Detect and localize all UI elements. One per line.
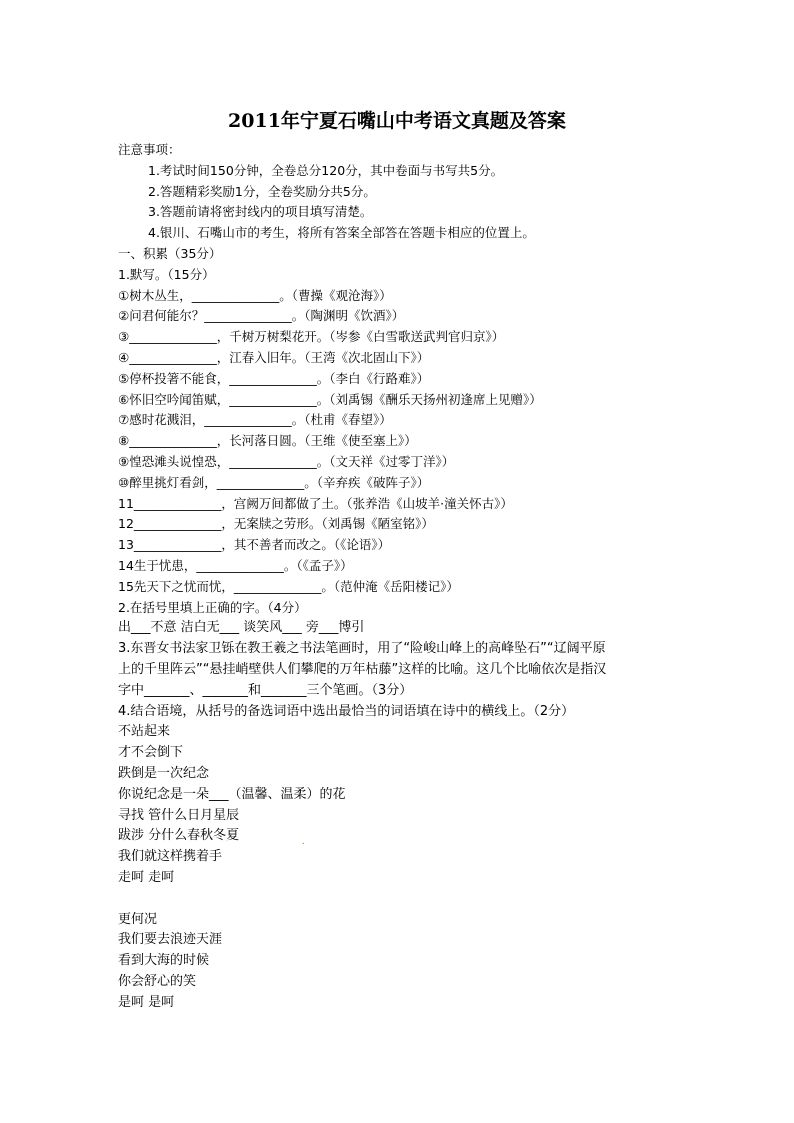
- dictation-item: 13______________，其不善者而改之。（《论语》）: [118, 537, 391, 553]
- dictation-item: ⑩醉里挑灯看剑，______________。（辛弃疾《破阵子》）: [118, 474, 430, 490]
- stanza-gap: [118, 889, 698, 910]
- dictation-item: ①树木丛生，______________。（曹操《观沧海》）: [118, 287, 392, 303]
- question-heading: 2.在括号里填上正确的字。（4分）: [118, 599, 307, 615]
- poem-line: 跋涉 分什么春秋冬夏: [118, 828, 240, 844]
- poem-line: 你说纪念是一朵___（温馨、温柔）的花: [118, 786, 346, 802]
- poem-line: 才不会倒下: [118, 745, 184, 761]
- dictation-item: 11______________，宫阙万间都做了土。（张养浩《山坡羊·潼关怀古》）: [118, 495, 513, 511]
- poem-line: 寻找 管什么日月星辰: [118, 807, 240, 823]
- poem-line: 跌倒是一次纪念: [118, 765, 210, 781]
- question-text: 3.东晋女书法家卫铄在教王羲之书法笔画时，用了“险峻山峰上的高峰坠石”“辽阔平原: [118, 641, 606, 657]
- question-text: 字中_______、_______和_______三个笔画。（3分）: [118, 682, 413, 698]
- notice-item: 2.答题精彩奖励1分，全卷奖励分共5分。: [148, 183, 376, 199]
- question-heading: 4.结合语境，从括号的备选词语中选出最恰当的词语填在诗中的横线上。（2分）: [118, 703, 575, 719]
- poem-line: 你会舒心的笑: [118, 974, 197, 990]
- dictation-item: ④______________，江春入旧年。（王湾《次北固山下》）: [118, 349, 430, 365]
- fill-in-characters: 出___不意 洁白无___ 谈笑风___ 旁___博引: [118, 620, 365, 636]
- document-title: 2011年宁夏石嘴山中考语文真题及答案: [228, 110, 566, 132]
- dictation-item: ⑥怀旧空吟闻笛赋，______________。（刘禹锡《酬乐天扬州初逢席上见赠》）: [118, 391, 542, 407]
- poem-line: 走呵 走呵: [118, 869, 175, 885]
- poem-line: 看到大海的时候: [118, 953, 210, 969]
- dictation-item: ⑤停杯投箸不能食，______________。（李白《行路难》）: [118, 370, 430, 386]
- dictation-item: 12______________，无案牍之劳形。（刘禹锡《陋室铭》）: [118, 516, 434, 532]
- question-heading: 1.默写。（15分）: [118, 266, 215, 282]
- notice-item: 1.考试时间150分钟，全卷总分120分，其中卷面与书写共5分。: [148, 162, 504, 178]
- dictation-item: ③______________，千树万树梨花开。（岑参《白雪歌送武判官归京》）: [118, 329, 505, 345]
- poem-line: 更何况: [118, 911, 158, 927]
- stray-dot-mark: .: [302, 836, 305, 847]
- dictation-item: ⑧______________，长河落日圆。（王维《使至塞上》）: [118, 433, 417, 449]
- dictation-item: 15先天下之忧而忧，______________。（范仲淹《岳阳楼记》）: [118, 578, 459, 594]
- question-text: 上的千里阵云”“悬挂峭壁供人们攀爬的万年枯藤”这样的比喻。这几个比喻依次是指汉: [118, 661, 607, 677]
- dictation-item: ②问君何能尔？______________。（陶渊明《饮酒》）: [118, 308, 405, 324]
- notice-heading: 注意事项：: [118, 142, 181, 157]
- poem-line: 我们要去浪迹天涯: [118, 932, 223, 948]
- notice-item: 3.答题前请将密封线内的项目填写清楚。: [148, 204, 373, 220]
- dictation-item: ⑦感时花溅泪，______________。（杜甫《春望》）: [118, 412, 392, 428]
- dictation-item: ⑨惶恐滩头说惶恐，______________。（文天祥《过零丁洋》）: [118, 453, 455, 469]
- dictation-item: 14生于忧患，______________。（《孟子》）: [118, 557, 353, 573]
- section-heading: 一、积累（35分）: [118, 245, 222, 261]
- poem-line: 是呵 是呵: [118, 994, 175, 1010]
- poem-line: 我们就这样携着手: [118, 849, 223, 865]
- poem-line: 不站起来: [118, 724, 171, 740]
- document-body: [118, 140, 698, 1014]
- notice-item: 4.银川、石嘴山市的考生，将所有答案全部答在答题卡相应的位置上。: [148, 225, 535, 241]
